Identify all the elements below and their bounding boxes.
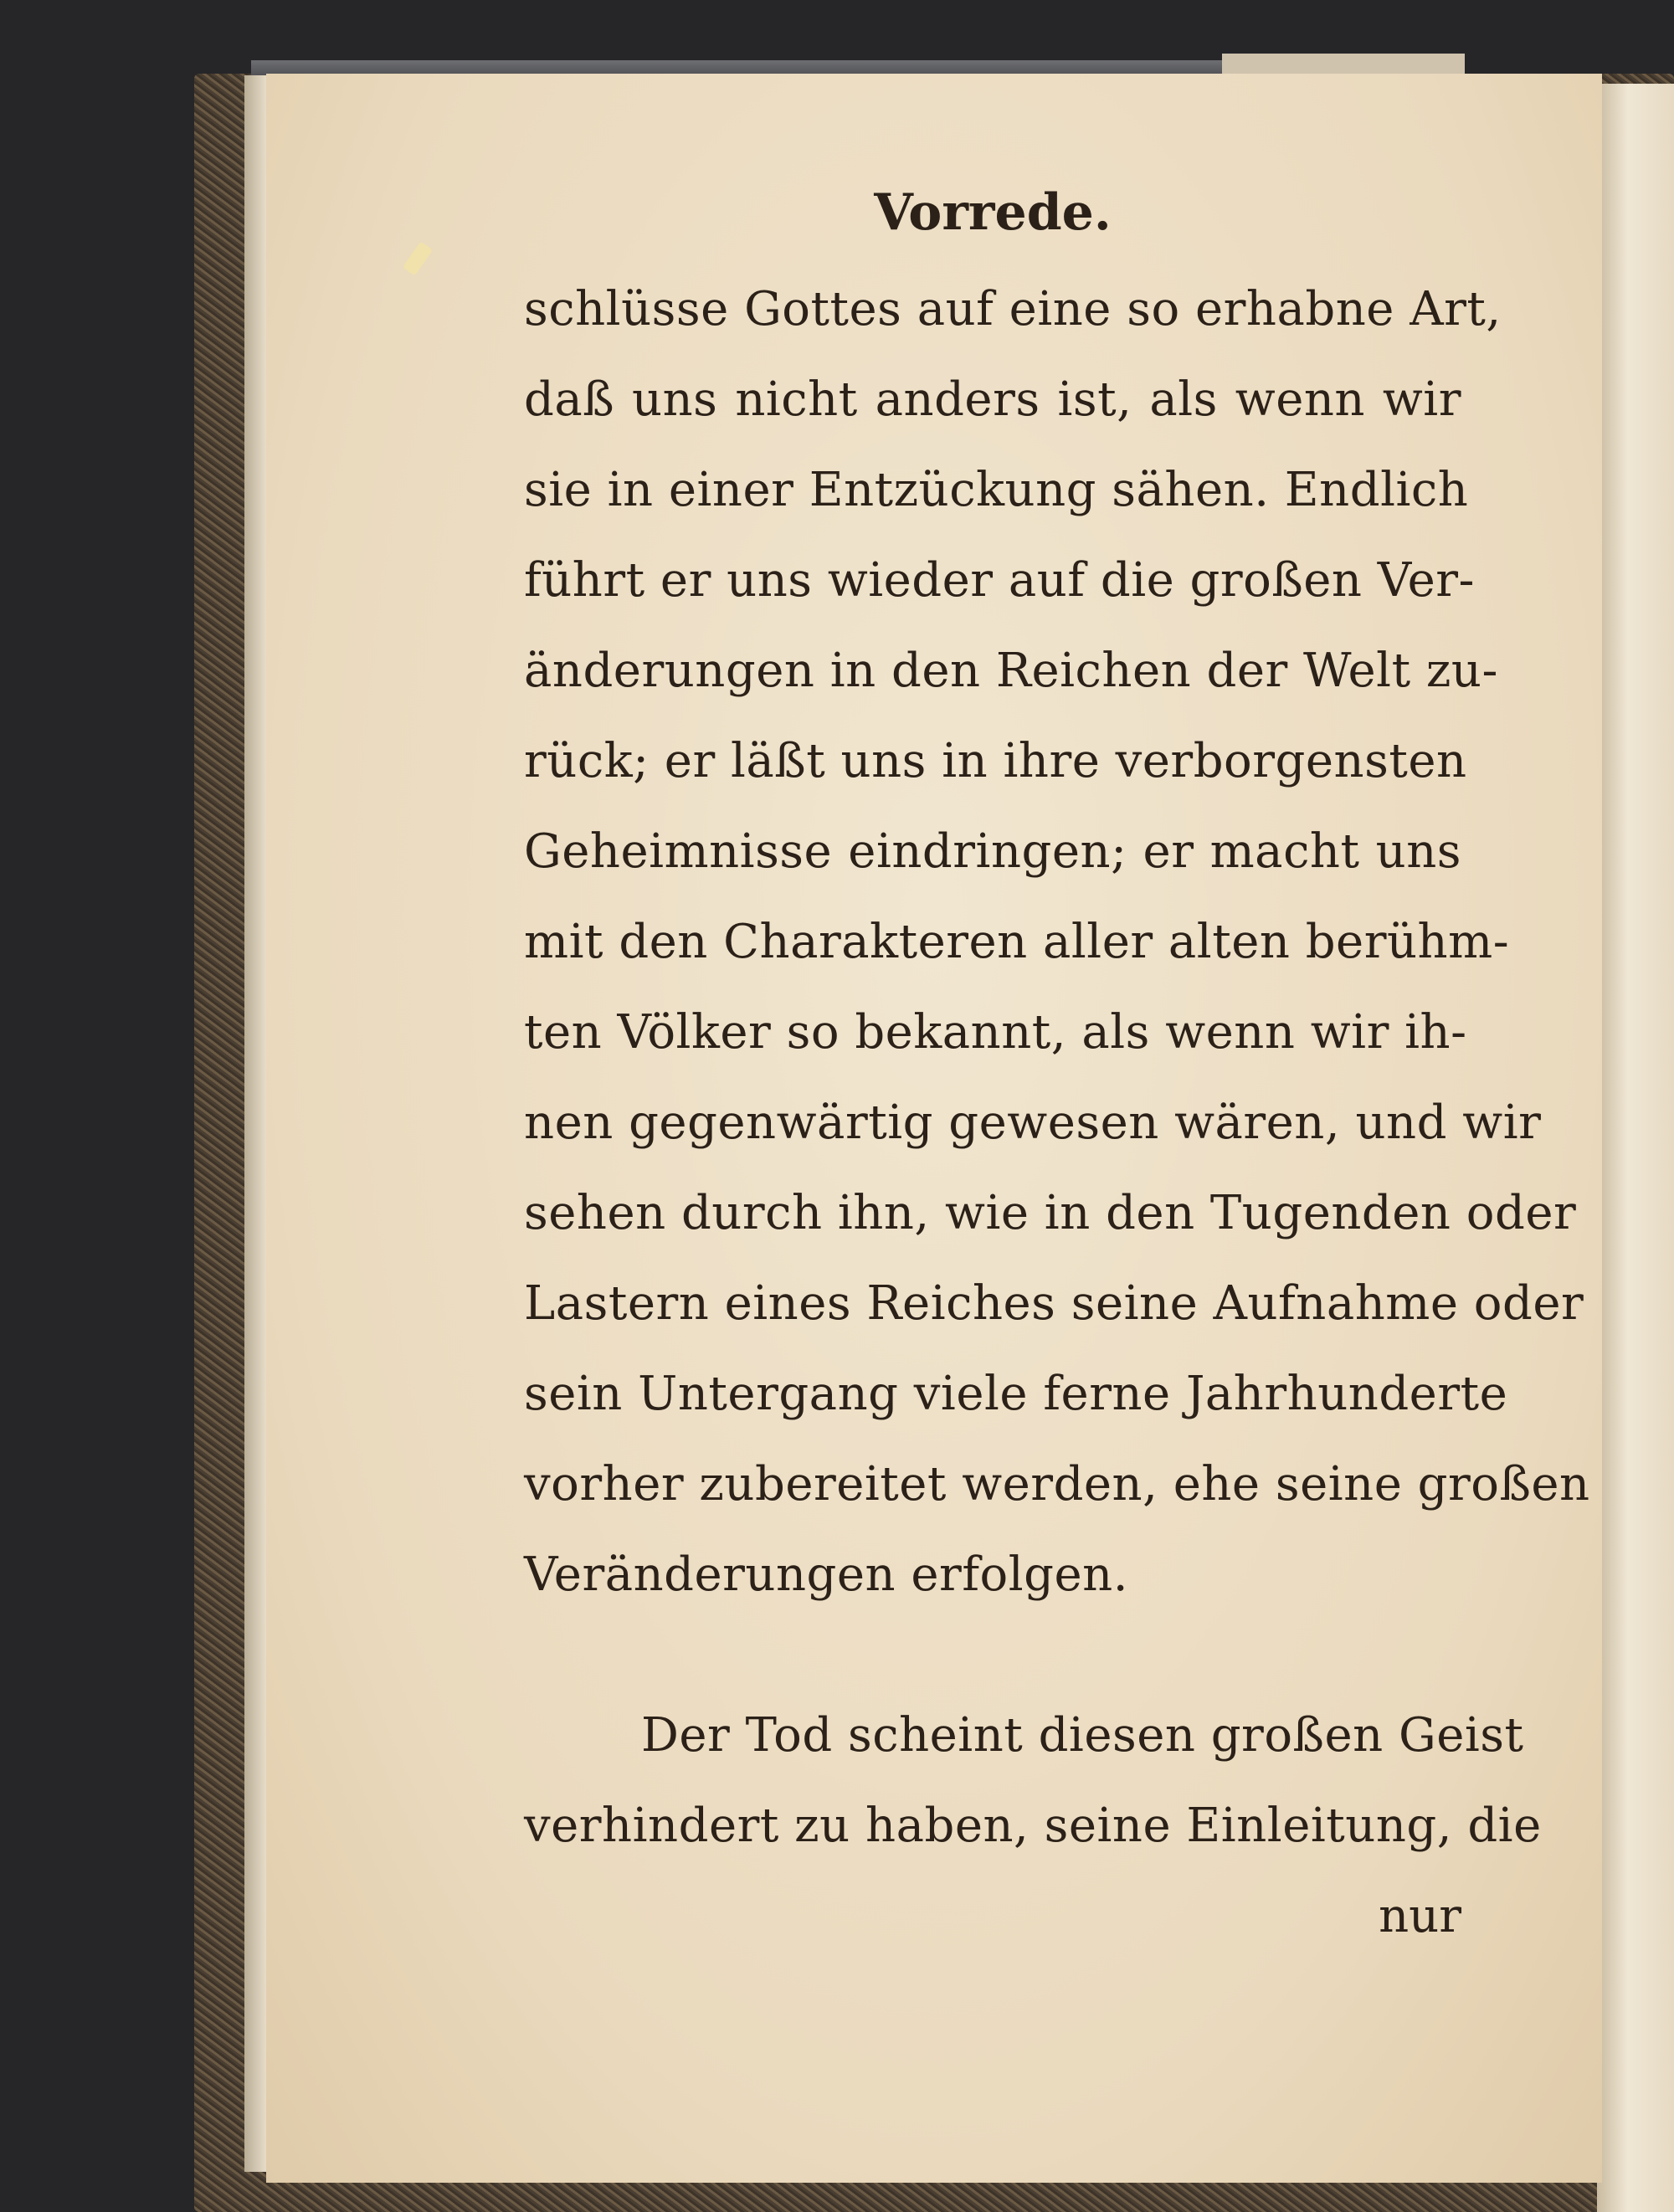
text-line: sein Untergang viele ferne Jahrhunderte xyxy=(524,1367,1508,1421)
paragraph-2 xyxy=(524,1691,1542,1871)
text-line: Der Tod scheint diesen großen Geist xyxy=(641,1708,1524,1763)
text-line: Geheimnisse eindringen; er macht uns xyxy=(524,824,1461,879)
facing-page-edge xyxy=(1597,84,1674,2212)
page-text-block xyxy=(524,176,1590,1962)
text-line: Veränderungen erfolgen. xyxy=(524,1547,1129,1602)
text-line: Lastern eines Reiches seine Aufnahme oder xyxy=(524,1276,1584,1331)
text-line: verhindert zu haben, seine Einleitung, die xyxy=(524,1799,1542,1853)
running-head: Vorrede. xyxy=(874,183,1112,242)
text-line: sehen durch ihn, wie in den Tugenden oder xyxy=(524,1186,1577,1240)
text-line: schlüsse Gottes auf eine so erhabne Art, xyxy=(524,282,1502,336)
text-line: nen gegenwärtig gewesen wären, und wir xyxy=(524,1096,1542,1150)
paragraph-1 xyxy=(524,264,1590,1620)
paragraph-gap xyxy=(524,1620,1461,1691)
text-line: sie in einer Entzückung sähen. Endlich xyxy=(524,463,1469,517)
text-line: ten Völker so bekannt, als wenn wir ih- xyxy=(524,1005,1467,1060)
text-line: vorher zubereitet werden, ehe seine großen xyxy=(524,1457,1590,1511)
text-line: änderungen in den Reichen der Welt zu- xyxy=(524,644,1498,698)
catchword: nur xyxy=(1379,1889,1461,1943)
text-line: daß uns nicht anders ist, als wenn wir xyxy=(524,372,1461,427)
text-line: führt er uns wieder auf die großen Ver- xyxy=(524,553,1475,608)
text-line: mit den Charakteren aller alten berühm- xyxy=(524,915,1510,969)
text-line: rück; er läßt uns in ihre verborgensten xyxy=(524,734,1467,788)
